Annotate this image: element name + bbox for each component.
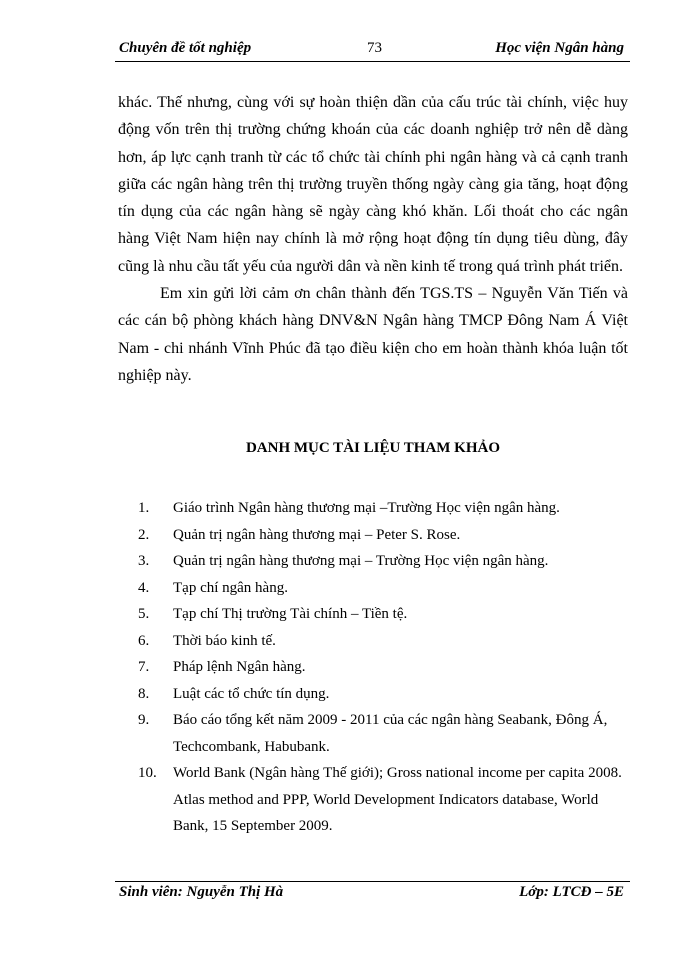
header-institution: Học viện Ngân hàng [495,40,624,56]
reference-number: 5. [138,606,150,622]
reference-text: Thời báo kinh tế. [173,632,276,649]
reference-item [118,548,630,575]
references-list [118,495,630,840]
reference-text: World Bank (Ngân hàng Thế giới); Gross national income per capita 2008. Atlas method and PPP, World Development Indicators database, World Bank, 15 September 2009. [173,765,622,834]
footer-rule [115,881,630,882]
reference-text: Tạp chí Thị trường Tài chính – Tiền tệ. [173,606,408,622]
reference-text: Tạp chí ngân hàng. [173,579,288,596]
reference-text: Báo cáo tổng kết năm 2009 - 2011 của các ngân hàng Seabank, Đông Á, Techcombank, Habubank. [173,712,608,755]
reference-number: 1. [138,500,150,516]
reference-item [118,654,630,681]
paragraph-acknowledgement: Em xin gửi lời cảm ơn chân thành đến TGS.TS – Nguyễn Văn Tiến và các cán bộ phòng khách hàng DNV&N Ngân hàng TMCP Đông Nam Á Việt Nam - chi nhánh Vĩnh Phúc đã tạo điều kiện cho em hoàn thành khóa luận tốt nghiệp này. [118,285,628,384]
reference-item [118,681,630,708]
page-number: 73 [367,40,382,56]
references-heading: DANH MỤC TÀI LIỆU THAM KHẢO [245,440,501,456]
reference-number: 2. [138,526,150,543]
reference-number: 10. [138,765,157,781]
reference-number: 6. [138,632,150,649]
reference-item [118,707,630,760]
reference-item [118,575,630,602]
reference-item [118,601,630,628]
reference-item [118,760,630,840]
reference-text: Quản trị ngân hàng thương mại – Peter S. Rose. [173,526,461,543]
reference-number: 8. [138,685,150,702]
header-document-type: Chuyên đề tốt nghiệp [119,40,252,56]
footer-student: Sinh viên: Nguyễn Thị Hà [119,884,284,900]
reference-text: Quản trị ngân hàng thương mại – Trường Học viện ngân hàng. [173,553,549,569]
paragraph-conclusion: khác. Thế nhưng, cùng với sự hoàn thiện dần của cấu trúc tài chính, việc huy động vốn trên thị trường chứng khoán của các doanh nghiệp trở nên dễ dàng hơn, áp lực cạnh tranh từ các tổ chức tài chính phi ngân hàng và cả cạnh tranh giữa các ngân hàng trên thị trường truyền thống ngày càng gia tăng, hoạt động tín dụng của các ngân hàng sẽ ngày càng khó khăn. Lối thoát cho các ngân hàng Việt Nam hiện nay chính là mở rộng hoạt động tín dụng tiêu dùng, đây cũng là nhu cầu tất yếu của người dân và nền kinh tế trong quá trình phát triển. [118,94,628,275]
reference-item [118,628,630,655]
reference-text: Giáo trình Ngân hàng thương mại –Trường Học viện ngân hàng. [173,500,560,516]
reference-number: 4. [138,579,150,596]
body-text [118,89,628,389]
reference-number: 7. [138,659,150,675]
page-header [115,38,630,62]
reference-item [118,495,630,522]
header-rule [115,61,630,62]
footer-class: Lớp: LTCĐ – 5E [519,884,624,900]
reference-text: Luật các tổ chức tín dụng. [173,685,330,702]
reference-number: 9. [138,712,150,728]
reference-number: 3. [138,553,150,569]
reference-text: Pháp lệnh Ngân hàng. [173,659,306,675]
reference-item [118,522,630,549]
